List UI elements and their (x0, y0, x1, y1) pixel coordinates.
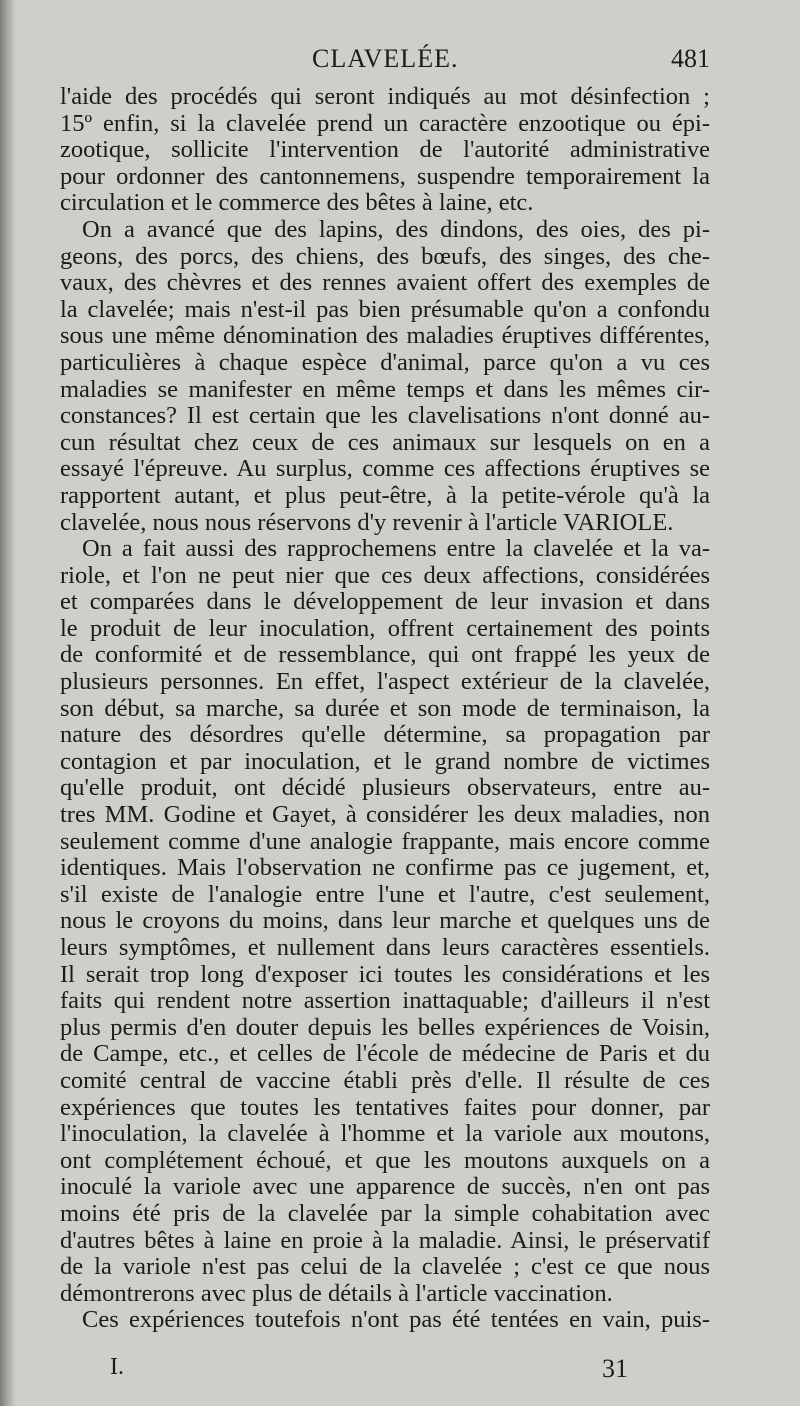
text-line: seulement comme d'une analogie frappante, mais encore comme (60, 828, 710, 855)
text-line: cun résultat chez ceux de ces animaux sur lesquels on en a (60, 429, 710, 456)
text-line: de conformité et de ressemblance, qui ont frappé les yeux de (60, 642, 710, 669)
text-line: constances? Il est certain que les clavelisations n'ont donné au- (60, 403, 710, 430)
text-line: On a avancé que des lapins, des dindons, des oies, des pi- (82, 216, 710, 243)
text-line: nature des désordres qu'elle détermine, sa propagation par (60, 722, 710, 749)
text-line: de Campe, etc., et celles de l'école de médecine de Paris et du (60, 1041, 710, 1068)
text-line: On a fait aussi des rapprochemens entre la clavelée et la va- (82, 536, 710, 563)
text-line: faits qui rendent notre assertion inattaquable; d'ailleurs il n'est (60, 988, 710, 1015)
text-line: 15º enfin, si la clavelée prend un caractère enzootique ou épi- (60, 110, 710, 137)
book-spine-shadow (0, 0, 16, 1406)
text-line: moins été pris de la clavelée par la simple cohabitation avec (60, 1200, 710, 1227)
text-line: Ces expériences toutefois n'ont pas été tentées en vain, puis- (82, 1307, 710, 1334)
text-line: maladies se manifester en même temps et dans les mêmes cir- (60, 376, 710, 403)
text-line: circulation et le commerce des bêtes à laine, etc. (60, 190, 534, 217)
page-number: 481 (671, 44, 710, 73)
text-line: d'autres bêtes à laine en proie à la maladie. Ainsi, le préservatif (60, 1227, 710, 1254)
body-text (60, 84, 710, 1334)
text-line: expériences que toutes les tentatives faites pour donner, par (60, 1094, 710, 1121)
text-line: comité central de vaccine établi près d'elle. Il résulte de ces (60, 1067, 710, 1094)
text-line: plus permis d'en douter depuis les belles expériences de Voisin, (60, 1014, 710, 1041)
text-line: nous le croyons du moins, dans leur marche et quelques uns de (60, 908, 710, 935)
text-line: pour ordonner des cantonnemens, suspendre temporairement la (60, 163, 710, 190)
text-line: geons, des porcs, des chiens, des bœufs, des singes, des che- (60, 243, 710, 270)
text-line: la clavelée; mais n'est-il pas bien présumable qu'on a confondu (60, 296, 710, 323)
page-header (60, 44, 710, 80)
text-line: l'inoculation, la clavelée à l'homme et la variole aux moutons, (60, 1121, 710, 1148)
running-title: CLAVELÉE. (312, 44, 459, 73)
sheet-number: 31 (602, 1354, 628, 1383)
text-line: le produit de leur inoculation, offrent certainement des points (60, 615, 710, 642)
text-line: démontrerons avec plus de détails à l'article vaccination. (60, 1280, 613, 1307)
text-line: essayé l'épreuve. Au surplus, comme ces affections éruptives se (60, 456, 710, 483)
text-line: l'aide des procédés qui seront indiqués au mot désinfection ; (60, 84, 710, 110)
page-footer (60, 1354, 710, 1388)
text-line: identiques. Mais l'observation ne confirme pas ce jugement, et, (60, 855, 710, 882)
text-line: particulières à chaque espèce d'animal, parce qu'on a vu ces (60, 349, 710, 376)
text-line: inoculé la variole avec une apparence de succès, n'en ont pas (60, 1174, 710, 1201)
text-line: contagion et par inoculation, et le grand nombre de victimes (60, 748, 710, 775)
text-line: vaux, des chèvres et des rennes avaient offert des exemples de (60, 270, 710, 297)
signature-mark: I. (110, 1354, 124, 1380)
text-line: plusieurs personnes. En effet, l'aspect extérieur de la clavelée, (60, 669, 710, 696)
text-line: s'il existe de l'analogie entre l'une et l'autre, c'est seulement, (60, 881, 710, 908)
text-line: Il serait trop long d'exposer ici toutes les considérations et les (60, 961, 710, 988)
text-line: ont complétement échoué, et que les moutons auxquels on a (60, 1147, 710, 1174)
text-line: sous une même dénomination des maladies éruptives différentes, (60, 323, 710, 350)
text-line: rapportent autant, et plus peut-être, à la petite-vérole qu'à la (60, 482, 710, 509)
text-line: zootique, sollicite l'intervention de l'autorité administrative (60, 137, 710, 164)
text-line: clavelée, nous nous réservons d'y revenir à l'article VARIOLE. (60, 509, 674, 536)
text-line: et comparées dans le développement de leur invasion et dans (60, 589, 710, 616)
text-line: son début, sa marche, sa durée et son mode de terminaison, la (60, 695, 710, 722)
text-line: tres MM. Godine et Gayet, à considérer les deux maladies, non (60, 802, 710, 829)
text-line: riole, et l'on ne peut nier que ces deux affections, considérées (60, 562, 710, 589)
text-line: de la variole n'est pas celui de la clavelée ; c'est ce que nous (60, 1254, 710, 1281)
text-line: leurs symptômes, et nullement dans leurs caractères essentiels. (60, 935, 710, 961)
text-line: qu'elle produit, ont décidé plusieurs observateurs, entre au- (60, 775, 710, 802)
